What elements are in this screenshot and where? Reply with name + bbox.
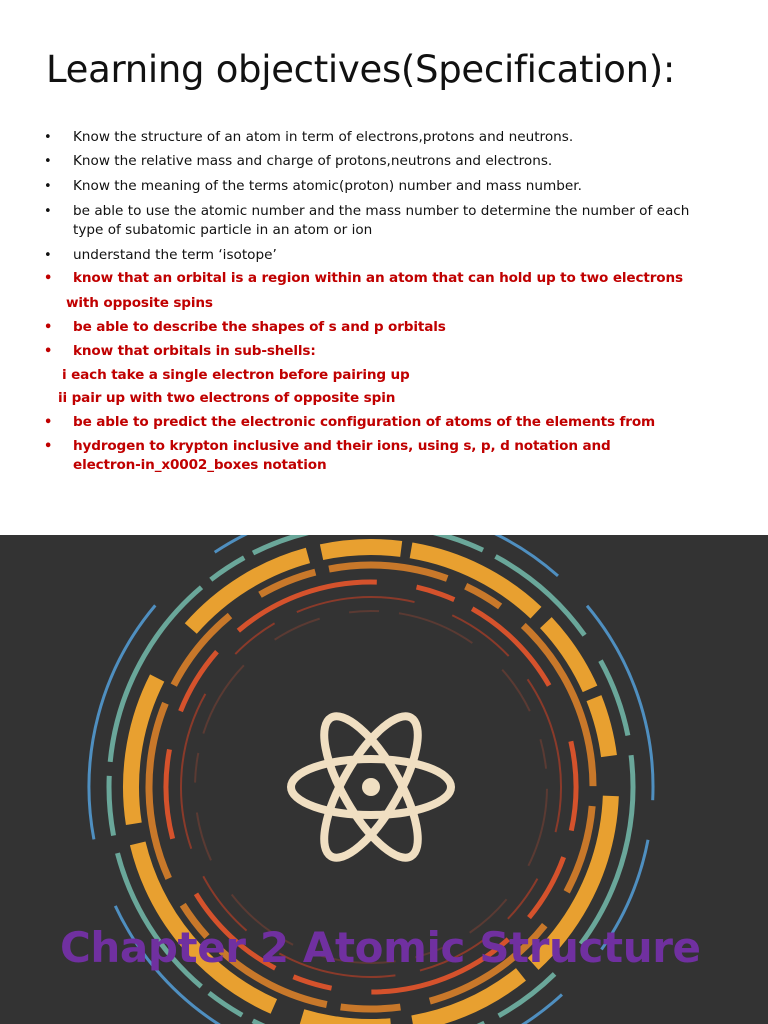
- bullet-icon: •: [44, 344, 53, 359]
- objective-text: Know the relative mass and charge of protons,neutrons and electrons.: [73, 153, 553, 169]
- objective-text: be able to use the atomic number and the mass number to determine the number of each type of subatomic particle in an atom or ion: [73, 203, 690, 238]
- bullet-icon: •: [44, 179, 52, 194]
- chapter-title: Chapter 2 Atomic Structure: [60, 923, 701, 972]
- bullet-icon: •: [44, 271, 53, 286]
- bullet-icon: •: [44, 154, 52, 169]
- slide-title: Learning objectives(Specification):: [46, 48, 676, 91]
- bullet-icon: •: [44, 320, 53, 335]
- objective-text: be able to describe the shapes of s and p orbitals: [73, 319, 446, 335]
- bullet-icon: •: [44, 439, 53, 454]
- objective-text: know that orbitals in sub-shells:: [73, 343, 316, 359]
- objective-text: be able to predict the electronic configuration of atoms of the elements from: [73, 414, 656, 430]
- objective-text: ii pair up with two electrons of opposite spin: [58, 390, 396, 406]
- slide-chapter-cover: [0, 535, 768, 1024]
- objective-text: know that an orbital is a region within an atom that can hold up to two electrons: [73, 270, 683, 286]
- objective-text: hydrogen to krypton inclusive and their ions, using s, p, d notation and electron-in_x0002_boxes notation: [73, 438, 611, 473]
- bullet-icon: •: [44, 248, 52, 263]
- objective-text: understand the term ‘isotope’: [73, 247, 277, 263]
- bullet-icon: •: [44, 204, 52, 219]
- bullet-icon: •: [44, 130, 52, 145]
- objective-text: Know the structure of an atom in term of electrons,protons and neutrons.: [73, 129, 574, 145]
- atom-icon: [291, 704, 451, 871]
- objective-text: i each take a single electron before pairing up: [62, 367, 410, 383]
- objective-text: Know the meaning of the terms atomic(proton) number and mass number.: [73, 178, 582, 194]
- objective-text: with opposite spins: [66, 295, 213, 311]
- bullet-icon: •: [44, 415, 53, 430]
